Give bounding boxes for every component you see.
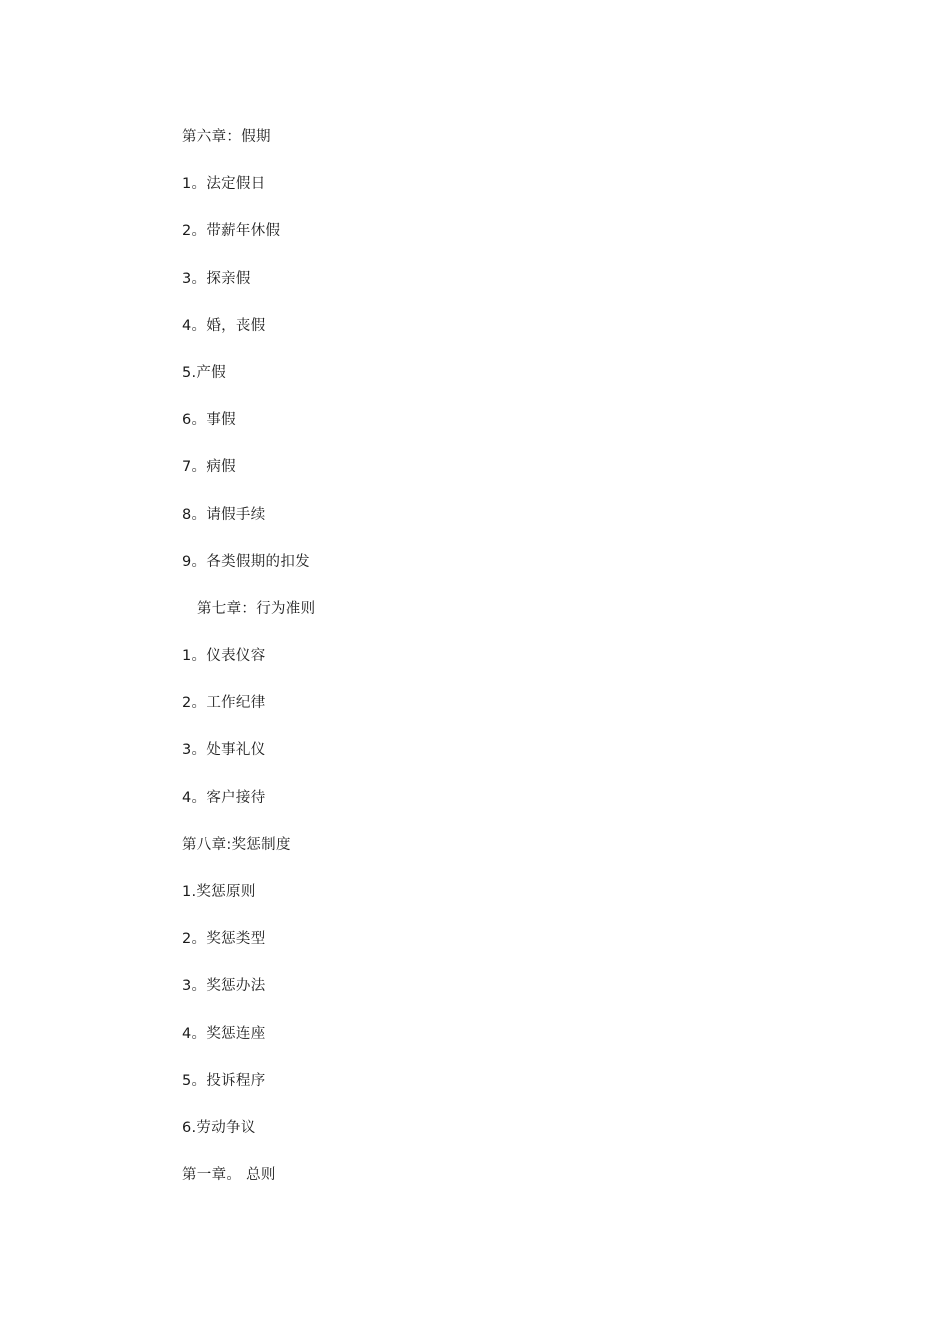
list-item: 5.产假	[182, 364, 227, 381]
list-item: 3。处事礼仪	[182, 742, 266, 759]
list-item: 4。奖惩连座	[182, 1025, 266, 1042]
list-item: 4。婚，丧假	[182, 317, 266, 334]
chapter-heading: 第八章:奖惩制度	[182, 836, 291, 853]
list-item: 6。事假	[182, 412, 236, 429]
list-item: 7。病假	[182, 459, 236, 476]
chapter-heading: 第七章：行为准则	[197, 600, 316, 617]
list-item: 2。工作纪律	[182, 695, 266, 712]
chapter-heading: 第一章。 总则	[182, 1167, 276, 1184]
chapter-heading: 第六章：假期	[182, 129, 271, 145]
list-item: 1。仪表仪容	[182, 648, 266, 665]
document-body	[182, 126, 782, 1211]
list-item: 9。各类假期的扣发	[182, 553, 310, 570]
list-item: 5。投诉程序	[182, 1072, 266, 1089]
list-item: 8。请假手续	[182, 506, 266, 523]
list-item: 4。客户接待	[182, 789, 266, 806]
list-item: 2。奖惩类型	[182, 931, 266, 948]
list-item: 3。奖惩办法	[182, 978, 266, 995]
list-item: 1.奖惩原则	[182, 884, 256, 900]
list-item: 1。法定假日	[182, 176, 266, 193]
list-item: 3。探亲假	[182, 270, 251, 287]
list-item: 2。带薪年休假	[182, 223, 281, 240]
list-item: 6.劳动争议	[182, 1119, 256, 1136]
